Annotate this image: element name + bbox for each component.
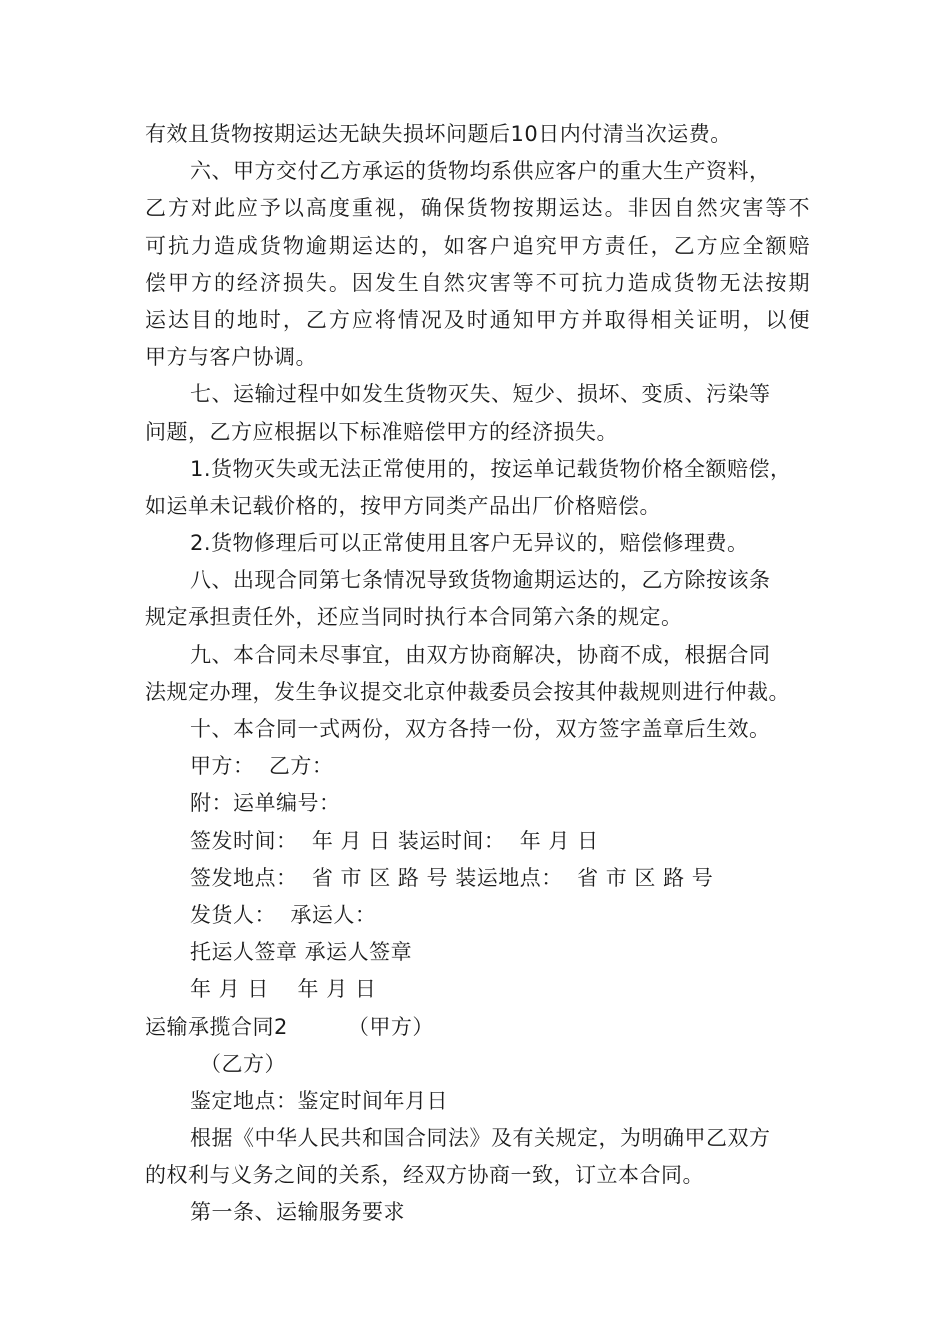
paragraph-line: 有效且货物按期运达无缺失损坏问题后10日内付清当次运费。: [145, 122, 732, 146]
signature-date-line: 年 月 日 年 月 日: [190, 977, 377, 1002]
paragraph-line: 如运单未记载价格的，按甲方同类产品出厂价格赔偿。: [145, 493, 661, 518]
paragraph-line: 根据《中华人民共和国合同法》及有关规定，为明确甲乙双方: [190, 1126, 771, 1151]
signature-seal-line: 托运人签章 承运人签章: [190, 940, 413, 965]
paragraph-line: 可抗力造成货物逾期运达的，如客户追究甲方责任，乙方应全额赔: [145, 233, 810, 258]
paragraph-line: 八、出现合同第七条情况导致货物逾期运达的，乙方除按该条: [190, 568, 771, 593]
paragraph-line: 2.货物修理后可以正常使用且客户无异议的，赔偿修理费。: [190, 531, 749, 556]
paragraph-line: 的权利与义务之间的关系，经双方协商一致，订立本合同。: [145, 1163, 704, 1188]
paragraph-line: 乙方对此应予以高度重视，确保货物按期运达。非因自然灾害等不: [145, 196, 810, 221]
paragraph-line: 七、运输过程中如发生货物灭失、短少、损坏、变质、污染等: [190, 382, 771, 407]
party-a-label: （甲方）: [347, 1014, 434, 1039]
shipper-carrier-line: 发货人： 承运人：: [190, 902, 377, 927]
paragraph-line: 法规定办理，发生争议提交北京仲裁委员会按其仲裁规则进行仲裁。: [145, 679, 790, 704]
signature-parties-line: 甲方： 乙方：: [190, 754, 334, 779]
paragraph-line: 鉴定地点：鉴定时间年月日: [190, 1088, 448, 1113]
article-heading: 第一条、运输服务要求: [190, 1200, 405, 1225]
waybill-number-line: 附：运单编号：: [190, 791, 341, 816]
issue-time-line: 签发时间： 年 月 日 装运时间： 年 月 日: [190, 828, 599, 853]
paragraph-line: 十、本合同一式两份，双方各持一份，双方签字盖章后生效。: [190, 717, 771, 741]
paragraph-line: 问题，乙方应根据以下标准赔偿甲方的经济损失。: [145, 419, 618, 444]
document-body: [145, 116, 810, 1232]
paragraph-line: 偿甲方的经济损失。因发生自然灾害等不可抗力造成货物无法按期: [145, 270, 810, 295]
section-title-row: [145, 1009, 810, 1046]
paragraph-line: 甲方与客户协调。: [145, 345, 317, 370]
paragraph-line: 运达目的地时，乙方应将情况及时通知甲方并取得相关证明，以便: [145, 307, 810, 332]
issue-place-line: 签发地点： 省 市 区 路 号 装运地点： 省 市 区 路 号: [190, 865, 714, 890]
paragraph-line: 九、本合同未尽事宜，由双方协商解决，协商不成，根据合同: [190, 642, 771, 667]
paragraph-line: 规定承担责任外，还应当同时执行本合同第六条的规定。: [145, 605, 683, 630]
section-title: 运输承揽合同2: [145, 1014, 288, 1039]
paragraph-line: 六、甲方交付乙方承运的货物均系供应客户的重大生产资料，: [190, 159, 771, 184]
paragraph-line: 1.货物灭失或无法正常使用的，按运单记载货物价格全额赔偿，: [190, 456, 792, 481]
party-b-label: （乙方）: [200, 1051, 286, 1076]
